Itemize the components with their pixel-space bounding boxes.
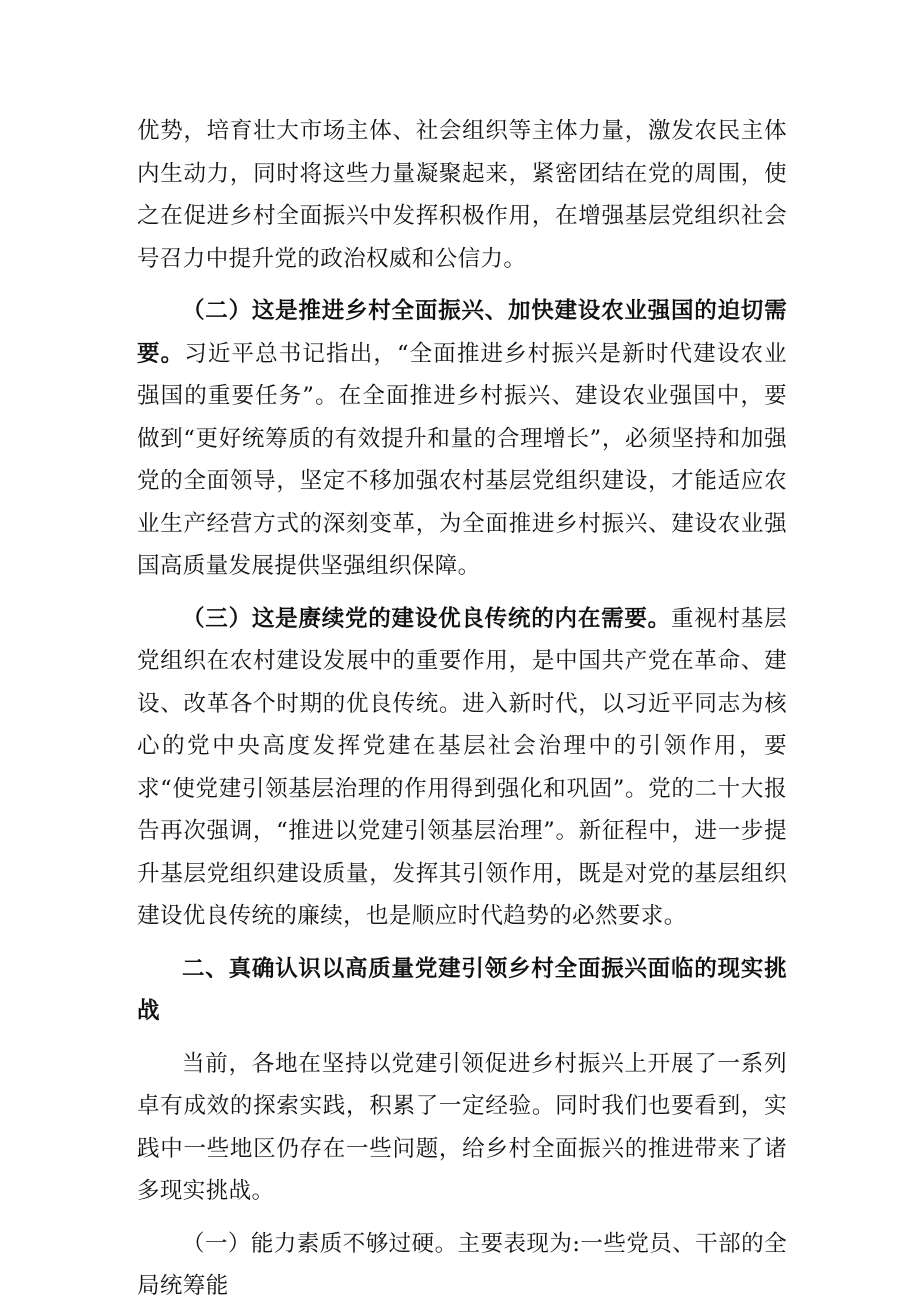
paragraph-section-2 — [137, 290, 787, 588]
section-2-body: 习近平总书记指出，“全面推进乡村振兴是新时代建设农业强国的重要任务”。在全面推进乡村振兴、建设农业强国中，要做到“更好统筹质的有效提升和量的合理增长”，必须坚持和加强党的全面领导，坚定不移加强农村基层党组织建设，才能适应农业生产经营方式的深刻变革，为全面推进乡村振兴、建设农业强国高质量发展提供坚强组织保障。 — [137, 340, 787, 579]
section-3-lead: （三）这是赓续党的建设优良传统的内在需要。 — [182, 605, 671, 632]
document-body — [137, 110, 787, 1308]
section-3-body: 重视村基层党组织在农村建设发展中的重要作用，是中国共产党在革命、建设、改革各个时期的优良传统。进入新时代，以习近平同志为核心的党中央高度发挥党建在基层社会治理中的引领作用，要求“使党建引领基层治理的作用得到强化和巩固”。党的二十大报告再次强调，“推进以党建引领基层治理”。新征程中，进一步提升基层党组织建设质量，发挥其引领作用，既是对党的基层组织建设优良传统的廉续，也是顺应时代趋势的必然要求。 — [137, 605, 787, 929]
section-2-lead: （二）这是推进乡村全面振兴、加快建设农业强国的迫切需要。 — [137, 298, 787, 367]
paragraph-current: 当前，各地在坚持以党建引领促进乡村振兴上开展了一系列卓有成效的探索实践，积累了一定经验。同时我们也要看到，实践中一些地区仍存在一些问题，给乡村全面振兴的推进带来了诸多现实挑战。 — [137, 1050, 787, 1204]
paragraph-ability: （一）能力素质不够过硬。主要表现为:一些党员、干部的全局统筹能 — [137, 1230, 787, 1299]
paragraph-section-3 — [137, 598, 787, 938]
paragraph-continued: 优势，培育壮大市场主体、社会组织等主体力量，激发农民主体内生动力，同时将这些力量凝聚起来，紧密团结在党的周围，使之在促进乡村全面振兴中发挥积极作用，在增强基层党组织社会号召力中提升党的政治权威和公信力。 — [137, 118, 787, 272]
section-heading-2: 二、真确认识以高质量党建引领乡村全面振兴面临的现实挑战 — [137, 955, 787, 1024]
